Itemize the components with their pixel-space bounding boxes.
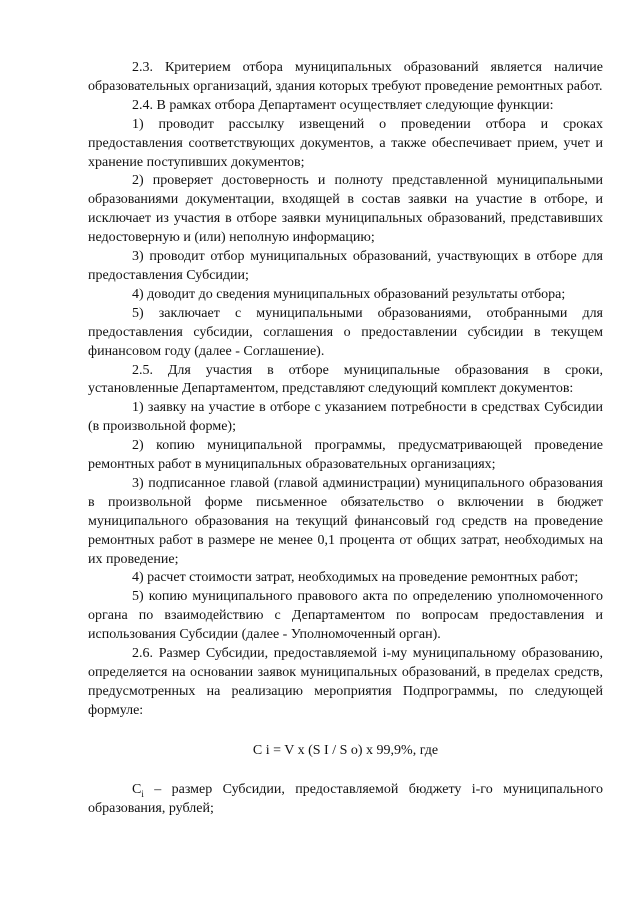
subsidy-formula: C i = V x (S I / S o) x 99,9%, где (252, 742, 439, 758)
list-item-2-5-3: 3) подписанное главой (главой администрации) муниципального образования в произвольной форме письменное обязательство о включении в бюджет муниципального образования на текущий финансовый год средств на проведение ремонтных работ в размере не менее 0,1 процента от общих затрат, необходимых на их проведение; (88, 475, 603, 567)
definition-symbol: C (132, 781, 142, 797)
list-item-2-5-5: 5) копию муниципального правового акта по определению уполномоченного органа по взаимодействию с Департаментом по вопросам предоставления и использования Субсидии (далее - Уполномоченный орган). (88, 589, 603, 643)
document-page (88, 59, 603, 818)
list-item-2-4-2: 2) проверяет достоверность и полноту представленной муниципальными образованиями документации, входящей в состав заявки на участие в отборе, и исключает из участия в отборе заявки муниципальных образований, представивших недостоверную и (или) неполную информацию; (88, 173, 603, 246)
list-item-2-5-2: 2) копию муниципальной программы, предусматривающей проведение ремонтных работ в муниципальных образовательных организациях; (88, 438, 603, 473)
definition-text: – размер Субсидии, предоставляемой бюджету i-го муниципального образования, рублей; (88, 781, 603, 816)
paragraph-2-3: 2.3. Критерием отбора муниципальных образований является наличие образовательных организаций, здания которых требуют проведение ремонтных работ. (88, 60, 603, 94)
list-item-2-5-4: 4) расчет стоимости затрат, необходимых на проведение ремонтных работ; (132, 570, 579, 586)
definition-ci (88, 781, 603, 819)
list-item-2-4-3: 3) проводит отбор муниципальных образований, участвующих в отборе для предоставления Субсидии; (88, 249, 603, 283)
list-item-2-5-1: 1) заявку на участие в отборе с указанием потребности в средствах Субсидии (в произвольной форме); (88, 400, 603, 435)
definition-subscript: i (141, 788, 144, 799)
paragraph-2-4: 2.4. В рамках отбора Департамент осуществляет следующие функции: (132, 97, 554, 113)
paragraph-2-5: 2.5. Для участия в отборе муниципальные образования в сроки, установленные Департаментом, представляют следующий комплект документов: (88, 362, 603, 397)
list-item-2-4-5: 5) заключает с муниципальными образованиями, отобранными для предоставления субсидии, соглашения о предоставлении субсидии в текущем финансовом году (далее - Соглашение). (88, 305, 603, 359)
list-item-2-4-4: 4) доводит до сведения муниципальных образований результаты отбора; (132, 286, 566, 302)
paragraph-2-6: 2.6. Размер Субсидии, предоставляемой i-му муниципальному образованию, определяется на основании заявок муниципальных образований, в пределах средств, предусмотренных на реализацию мероприятия Подпрограммы, по следующей формуле: (88, 646, 603, 718)
list-item-2-4-1: 1) проводит рассылку извещений о проведении отбора и сроках предоставления соответствующих документов, а также обеспечивает прием, учет и хранение поступивших документов; (88, 116, 603, 170)
